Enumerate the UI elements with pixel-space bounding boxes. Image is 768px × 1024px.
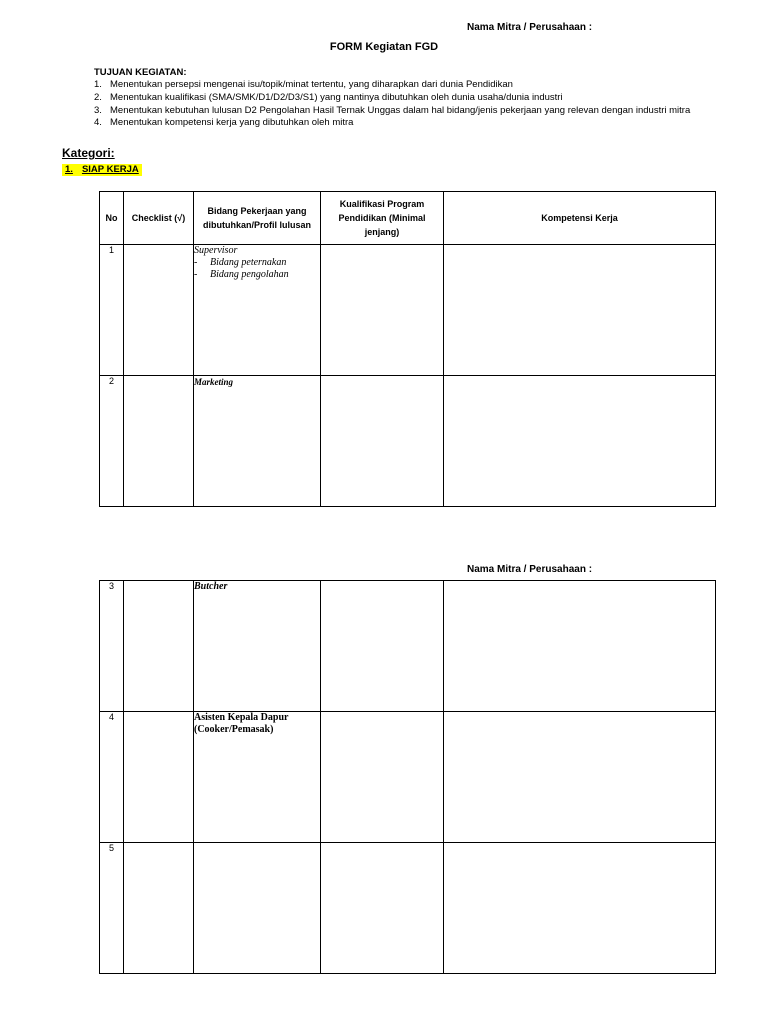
form-title: FORM Kegiatan FGD: [329, 41, 439, 53]
kompetensi-cell[interactable]: [444, 376, 716, 507]
header-no: No: [100, 192, 124, 245]
bidang-cell: [194, 843, 321, 974]
row-number: 2: [100, 376, 124, 507]
kompetensi-cell[interactable]: [444, 712, 716, 843]
bidang-text: Marketing: [194, 377, 234, 387]
table-row: [100, 376, 716, 507]
objective-item: 4. Menentukan kompetensi kerja yang dibutuhkan oleh mitra: [94, 117, 354, 129]
kompetensi-cell[interactable]: [444, 843, 716, 974]
bidang-sub-item: - Bidang peternakan: [194, 257, 287, 268]
kualifikasi-cell[interactable]: [321, 843, 444, 974]
bidang-text: Supervisor: [194, 245, 238, 256]
kualifikasi-cell[interactable]: [321, 245, 444, 376]
row-number: 4: [100, 712, 124, 843]
kualifikasi-cell[interactable]: [321, 712, 444, 843]
objective-item: 3. Menentukan kebutuhan lulusan D2 Pengolahan Hasil Ternak Unggas dalam hal bidang/jenis pekerjaan yang relevan dengan industri mitra: [94, 104, 691, 116]
row-number: 3: [100, 581, 124, 712]
checklist-cell[interactable]: [124, 712, 194, 843]
checklist-cell[interactable]: [124, 376, 194, 507]
checklist-cell[interactable]: [124, 843, 194, 974]
objectives-heading: TUJUAN KEGIATAN:: [94, 67, 187, 78]
row-number: 5: [100, 843, 124, 974]
bidang-cell: [194, 245, 321, 376]
objectives-list: [94, 79, 712, 130]
header-checklist: Checklist (√): [124, 192, 194, 245]
objective-item: 1. Menentukan persepsi mengenai isu/topik/minat tertentu, yang diharapkan dari dunia Pendidikan: [94, 79, 513, 90]
mitra-label: Nama Mitra / Perusahaan :: [467, 22, 593, 33]
mitra-label-page2: Nama Mitra / Perusahaan :: [467, 564, 593, 575]
job-table-1: [99, 191, 716, 507]
job-table-2: [99, 580, 716, 974]
bidang-cell: [194, 581, 321, 712]
kompetensi-cell[interactable]: [444, 245, 716, 376]
kualifikasi-cell[interactable]: [321, 376, 444, 507]
bidang-cell: [194, 376, 321, 507]
bidang-cell: [194, 712, 321, 843]
header-kompetensi: Kompetensi Kerja: [444, 192, 716, 245]
table-header-row: [100, 192, 716, 245]
bidang-text: Asisten Kepala Dapur (Cooker/Pemasak): [194, 712, 289, 735]
bidang-text: Butcher: [194, 581, 228, 592]
table-row: [100, 245, 716, 376]
checklist-cell[interactable]: [124, 245, 194, 376]
table-row: [100, 581, 716, 712]
kompetensi-cell[interactable]: [444, 581, 716, 712]
bidang-sub-item: - Bidang pengolahan: [194, 269, 289, 280]
header-bidang: Bidang Pekerjaan yang dibutuhkan/Profil lulusan: [194, 192, 321, 245]
table-row: [100, 843, 716, 974]
header-kualifikasi: Kualifikasi Program Pendidikan (Minimal jenjang): [321, 192, 444, 245]
checklist-cell[interactable]: [124, 581, 194, 712]
table-row: [100, 712, 716, 843]
kategori-label: Kategori:: [62, 146, 115, 160]
siap-kerja-label: 1. SIAP KERJA: [62, 164, 142, 176]
objective-item: 2. Menentukan kualifikasi (SMA/SMK/D1/D2/D3/S1) yang nantinya dibutuhkan oleh dunia usaha/dunia industri: [94, 91, 563, 103]
row-number: 1: [100, 245, 124, 376]
kualifikasi-cell[interactable]: [321, 581, 444, 712]
